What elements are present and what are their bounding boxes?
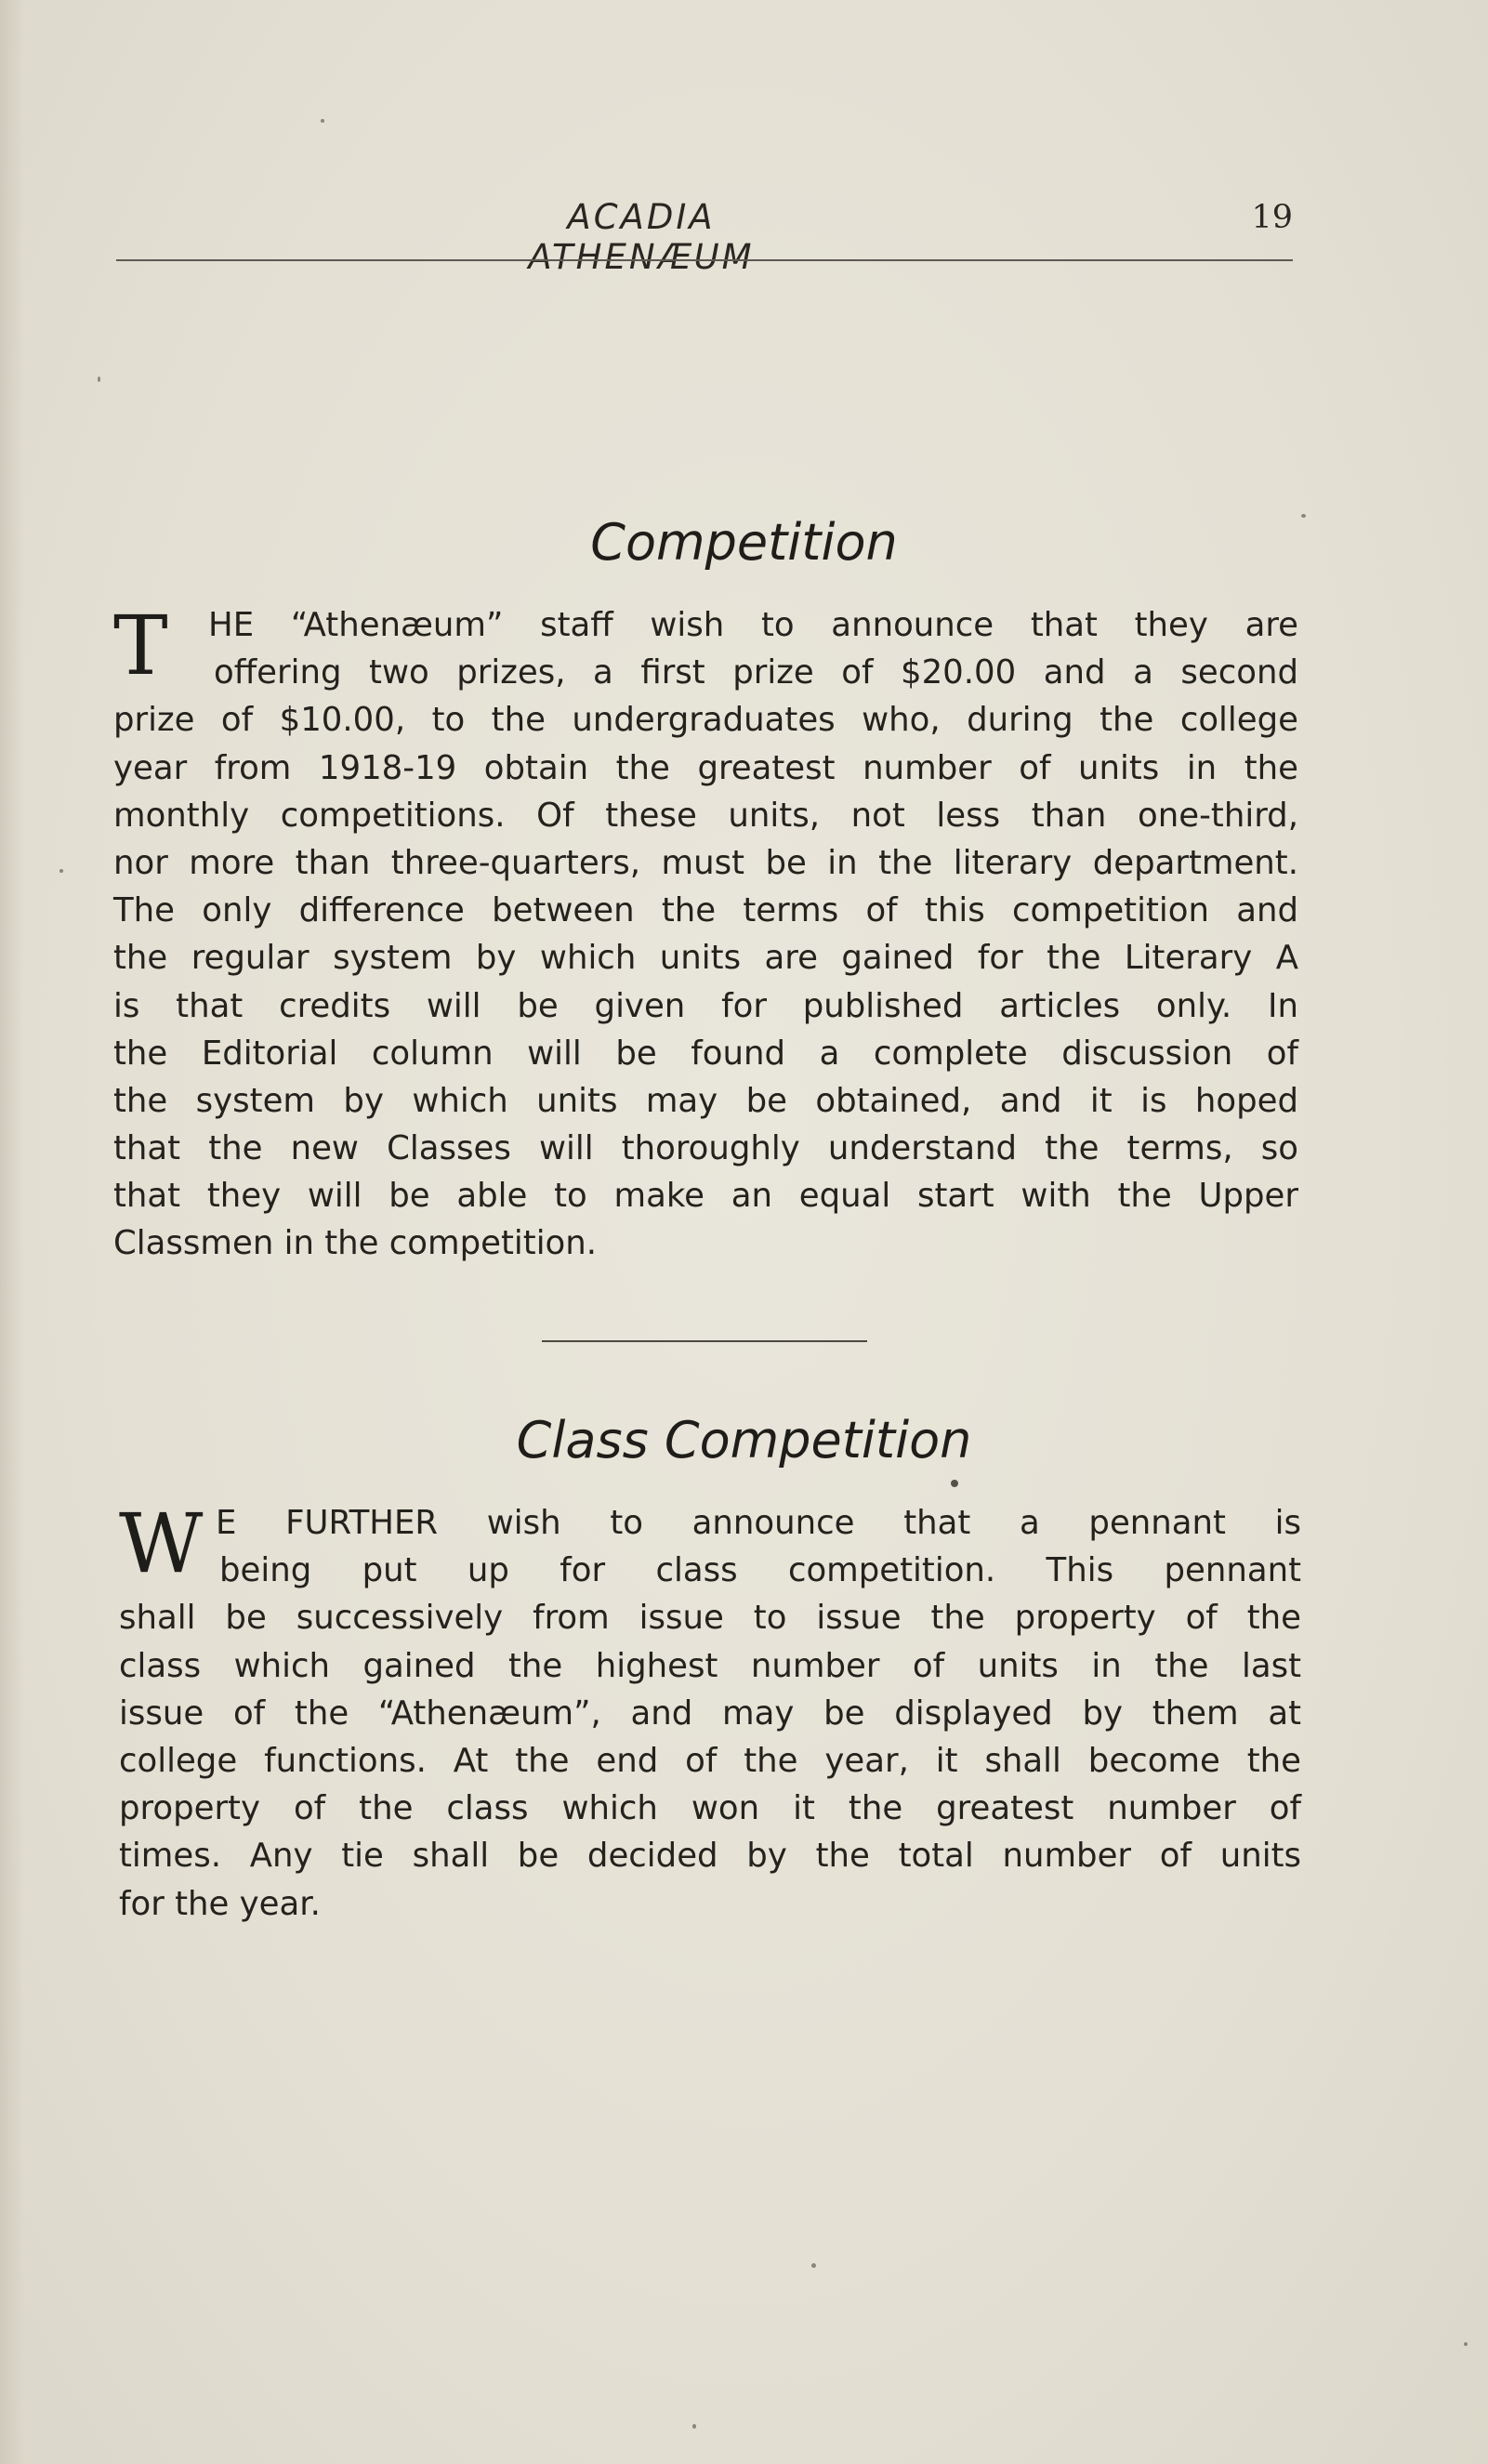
page-edge-shadow (0, 0, 24, 2464)
text-line: times. Any tie shall be decided by the total number of units (119, 1837, 1301, 1876)
text-line: class which gained the highest number of units in the last (119, 1646, 1301, 1685)
paper-speck (59, 869, 63, 873)
section-heading-competition: Competition (590, 513, 898, 572)
text-line: that the new Classes will thoroughly understand the terms, so (113, 1129, 1298, 1168)
paper-speck (321, 119, 324, 123)
text-line: HE “Athenæum” staff wish to announce that they are (208, 606, 1298, 644)
section-divider (542, 1340, 867, 1342)
text-line: E FURTHER wish to announce that a pennant is (216, 1504, 1301, 1542)
paper-speck (692, 2424, 696, 2429)
article-class-competition (119, 1496, 1301, 1928)
text-line: shall be successively from issue to issue the property of the (119, 1599, 1301, 1638)
text-line: the system by which units may be obtained, and it is hoped (113, 1081, 1298, 1120)
running-header (116, 197, 1293, 277)
text-line: issue of the “Athenæum”, and may be displayed by them at (119, 1693, 1301, 1733)
paper-speck (1464, 2342, 1468, 2346)
text-line: the Editorial column will be found a complete discussion of (113, 1034, 1298, 1073)
text-line: is that credits will be given for published articles only. In (113, 986, 1298, 1025)
text-line: year from 1918-19 obtain the greatest number of units in the (113, 748, 1298, 787)
section-heading-class-competition: Class Competition (516, 1411, 972, 1469)
paper-speck (811, 2263, 816, 2268)
paper-speck (1301, 514, 1306, 518)
text-line: for the year. (119, 1884, 321, 1923)
header-rule (116, 259, 1293, 261)
article-competition (113, 598, 1298, 1268)
journal-title: ACADIA ATHENÆUM (528, 197, 755, 277)
text-line: being put up for class competition. This pennant (219, 1551, 1301, 1590)
text-line: The only difference between the terms of this competition and (113, 891, 1298, 930)
text-line: college functions. At the end of the year, it shall become the (119, 1741, 1301, 1780)
text-line: the regular system by which units are gained for the Literary A (113, 939, 1298, 978)
page-number: 19 (1251, 199, 1293, 236)
text-line: property of the class which won it the greatest number of (119, 1789, 1301, 1828)
drop-cap: T (113, 598, 168, 693)
text-line: offering two prizes, a first prize of $20.00 and a second (214, 653, 1298, 692)
paper-speck (951, 1480, 958, 1487)
text-line: that they will be able to make an equal start with the Upper (113, 1177, 1298, 1216)
text-line: Classmen in the competition. (113, 1224, 598, 1263)
text-line: prize of $10.00, to the undergraduates who, during the college (113, 701, 1298, 740)
text-line: monthly competitions. Of these units, not less than one-third, (113, 796, 1298, 835)
text-line: nor more than three-quarters, must be in the literary department. (113, 843, 1298, 882)
drop-cap: W (119, 1496, 204, 1591)
paper-speck (98, 376, 100, 382)
